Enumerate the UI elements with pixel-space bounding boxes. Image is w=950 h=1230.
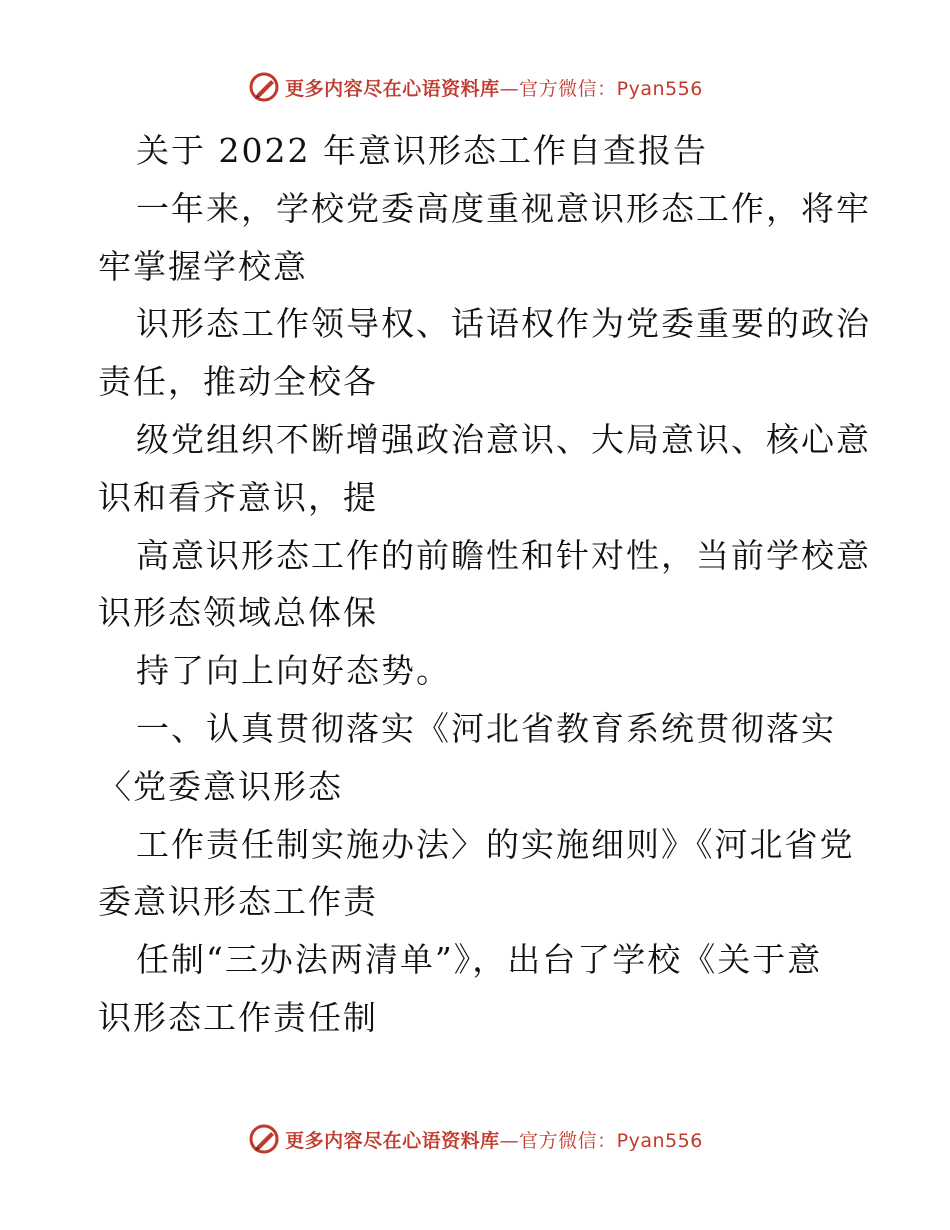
- text-line: 识形态工作领导权、话语权作为党委重要的政治: [136, 304, 871, 344]
- watermark-main-text: 更多内容尽在心语资料库: [285, 77, 500, 100]
- watermark-main-text: 更多内容尽在心语资料库: [285, 1129, 500, 1152]
- text-line: 级党组织不断增强政治意识、大局意识、核心意: [136, 419, 871, 459]
- pen-logo-icon: [247, 1122, 281, 1156]
- text-line: 识形态工作责任制: [98, 997, 378, 1037]
- document-body: [98, 122, 871, 1047]
- text-line: 持了向上向好态势。: [136, 651, 451, 691]
- text-line: 任制“三办法两清单”》，出台了学校《关于意: [136, 940, 823, 980]
- text-line: 工作责任制实施办法〉的实施细则》《河北省党: [136, 824, 855, 864]
- pen-logo-icon: [247, 70, 281, 104]
- text-line: 责任，推动全校各: [98, 362, 378, 402]
- watermark-wechat-text: —官方微信：Pyan556: [499, 1129, 703, 1152]
- text-line: 识和看齐意识，提: [98, 477, 378, 517]
- text-line: 委意识形态工作责: [98, 882, 378, 922]
- text-line: 识形态领域总体保: [98, 593, 378, 633]
- text-line: 一年来，学校党委高度重视意识形态工作，将牢: [136, 188, 871, 228]
- section-heading: 一、认真贯彻落实《河北省教育系统贯彻落实: [136, 708, 836, 748]
- footer-watermark: [0, 1122, 950, 1156]
- text-line: 牢掌握学校意: [98, 246, 308, 286]
- text-line: 高意识形态工作的前瞻性和针对性，当前学校意: [136, 535, 871, 575]
- text-line: 〈党委意识形态: [98, 766, 343, 806]
- watermark-wechat-text: —官方微信：Pyan556: [499, 77, 703, 100]
- document-title: 关于 2022 年意识形态工作自查报告: [136, 131, 708, 170]
- header-watermark: [0, 70, 950, 104]
